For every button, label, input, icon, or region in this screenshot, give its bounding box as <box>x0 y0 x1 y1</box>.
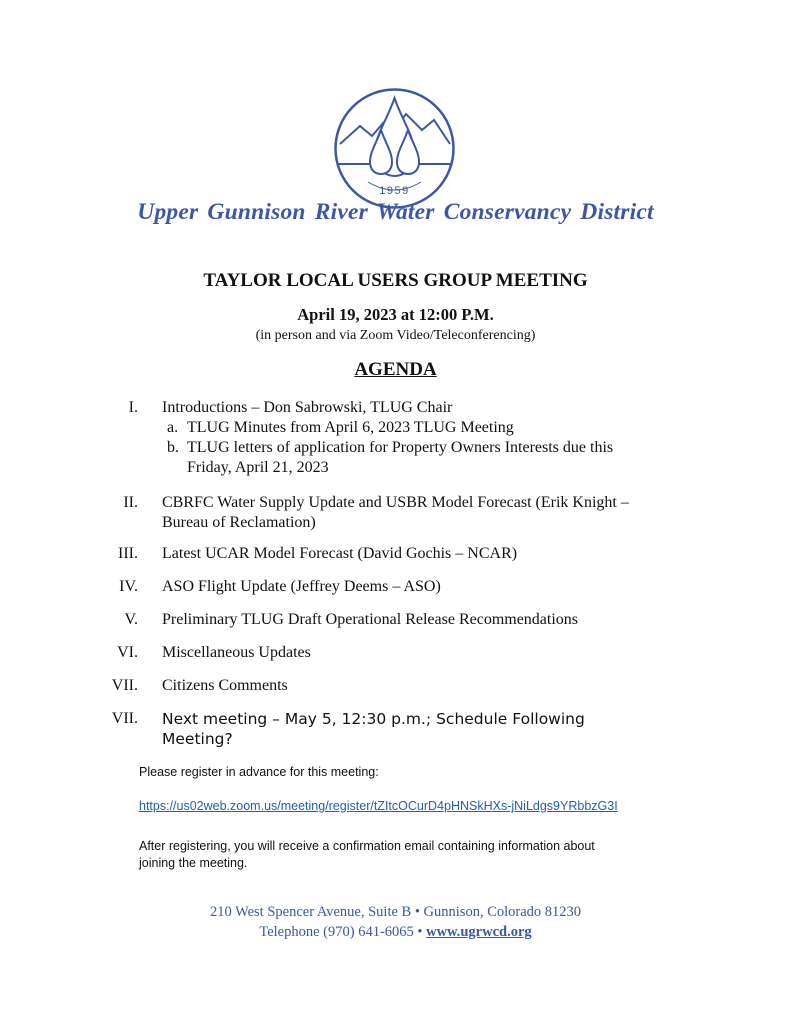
logo-year: 1959 <box>379 185 410 197</box>
agenda-item-text: Meeting? <box>162 730 233 748</box>
district-logo <box>332 86 457 211</box>
agenda-item-number: V. <box>124 611 138 628</box>
confirm-note-line-2: joining the meeting. <box>139 856 248 870</box>
footer-contact <box>0 924 791 941</box>
meeting-date: April 19, 2023 at 12:00 P.M. <box>297 305 494 324</box>
agenda-item-text: Citizens Comments <box>162 677 288 694</box>
agenda-subitem-text: Friday, April 21, 2023 <box>187 459 329 476</box>
meeting-mode: (in person and via Zoom Video/Teleconferencing) <box>255 328 536 343</box>
agenda-heading: AGENDA <box>354 359 437 380</box>
agenda-item-text: Preliminary TLUG Draft Operational Release Recommendations <box>162 611 579 628</box>
agenda-item-text: Introductions – Don Sabrowski, TLUG Chair <box>162 399 453 416</box>
register-link[interactable]: https://us02web.zoom.us/meeting/register/tZItcOCurD4pHNSkHXs-jNiLdgs9YRbbzG3I <box>139 799 618 813</box>
agenda-item-text: ASO Flight Update (Jeffrey Deems – ASO) <box>162 578 441 595</box>
footer-address: 210 West Spencer Avenue, Suite B • Gunnison, Colorado 81230 <box>209 904 582 920</box>
agenda-item-number: I. <box>128 399 138 416</box>
agenda-item-number: VI. <box>117 644 138 661</box>
agenda-item-number: VII. <box>111 677 138 694</box>
agenda-item-number: IV. <box>119 578 138 595</box>
agenda-item-text: CBRFC Water Supply Update and USBR Model Forecast (Erik Knight – <box>162 494 629 511</box>
agenda-item-number: VII. <box>111 710 138 727</box>
agenda-item-text: Latest UCAR Model Forecast (David Gochis – NCAR) <box>162 545 518 562</box>
register-link-row <box>139 798 719 815</box>
agenda-subitem-letter: a. <box>167 419 179 436</box>
agenda-item-text: Miscellaneous Updates <box>162 644 311 661</box>
confirm-note-line-1: After registering, you will receive a confirmation email containing information about <box>139 839 595 853</box>
footer-phone: Telephone (970) 641-6065 • <box>259 924 427 940</box>
agenda-item-number: II. <box>123 494 138 511</box>
organization-name: Upper Gunnison River Water Conservancy District <box>137 199 654 225</box>
agenda-subitem-letter: b. <box>167 439 179 456</box>
agenda-item-text: Bureau of Reclamation) <box>162 514 316 531</box>
footer-website-link[interactable]: www.ugrwcd.org <box>426 924 532 940</box>
register-note: Please register in advance for this meeting: <box>139 765 379 779</box>
meeting-title: TAYLOR LOCAL USERS GROUP MEETING <box>203 270 588 291</box>
agenda-subitem-text: TLUG Minutes from April 6, 2023 TLUG Meeting <box>187 419 514 436</box>
agenda-item-text: Next meeting – May 5, 12:30 p.m.; Schedule Following <box>162 710 585 728</box>
agenda-subitem-text: TLUG letters of application for Property Owners Interests due this <box>187 439 614 456</box>
agenda-item-number: III. <box>118 545 138 562</box>
